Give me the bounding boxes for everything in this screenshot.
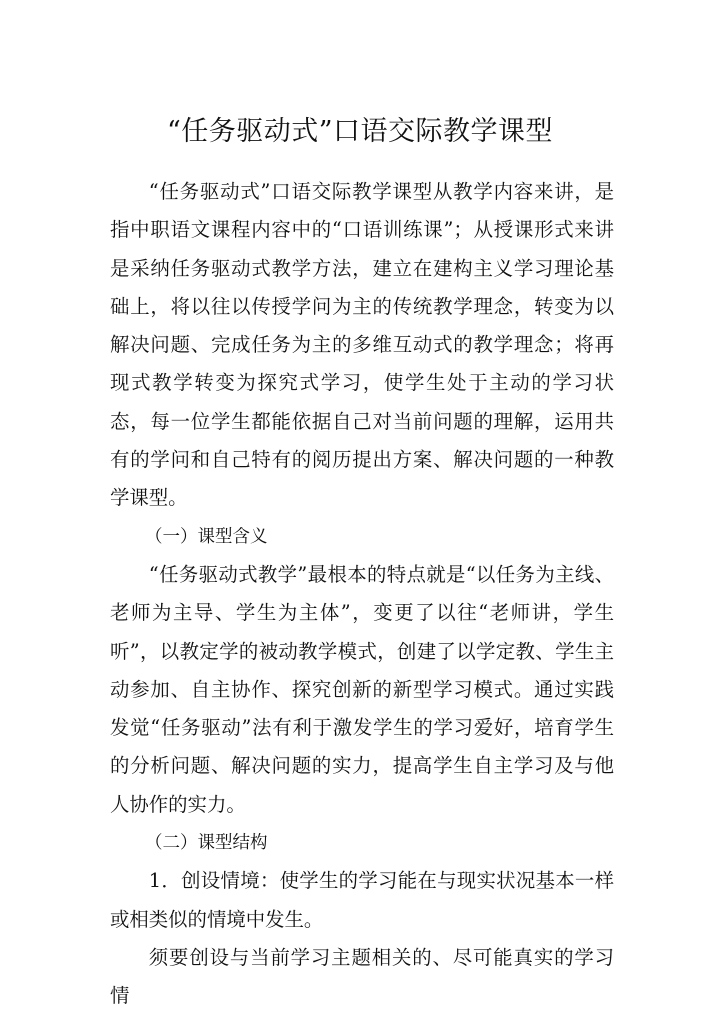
section-heading-meaning: （一）课型含义: [145, 526, 268, 547]
structure-step-1-paragraph: 1．创设情境：使学生的学习能在与现实状况基本一样或相类似的情境中发生。: [110, 869, 614, 931]
meaning-paragraph: “任务驱动式教学”最根本的特点就是“以任务为主线、老师为主导、学生为主体”，变更了以往“老师讲，学生听”，以教定学的被动教学模式，创建了以学定教、学生主动参加、自主协作、探究创新的新型学习模式。通过实践发觉“任务驱动”法有利于激发学生的学习爱好，培育学生的分析问题、解决问题的实力，提高学生自主学习及与他人协作的实力。: [110, 562, 614, 816]
document-title: “任务驱动式”口语交际教学课型: [166, 116, 554, 147]
intro-paragraph: “任务驱动式”口语交际教学课型从教学内容来讲，是指中职语文课程内容中的“口语训练课”；从授课形式来讲是采纳任务驱动式教学方法，建立在建构主义学习理论基础上，将以往以传授学问为主的传统教学理念，转变为以解决问题、完成任务为主的多维互动式的教学理念；将再现式教学转变为探究式学习，使学生处于主动的学习状态，每一位学生都能依据自己对当前问题的理解，运用共有的学问和自己特有的阅历提出方案、解决问题的一种教学课型。: [110, 180, 614, 510]
structure-continuation-paragraph: 须要创设与当前学习主题相关的、尽可能真实的学习情: [110, 945, 614, 1008]
document-body: [110, 173, 614, 1016]
section-heading-structure: （二）课型结构: [145, 833, 268, 854]
